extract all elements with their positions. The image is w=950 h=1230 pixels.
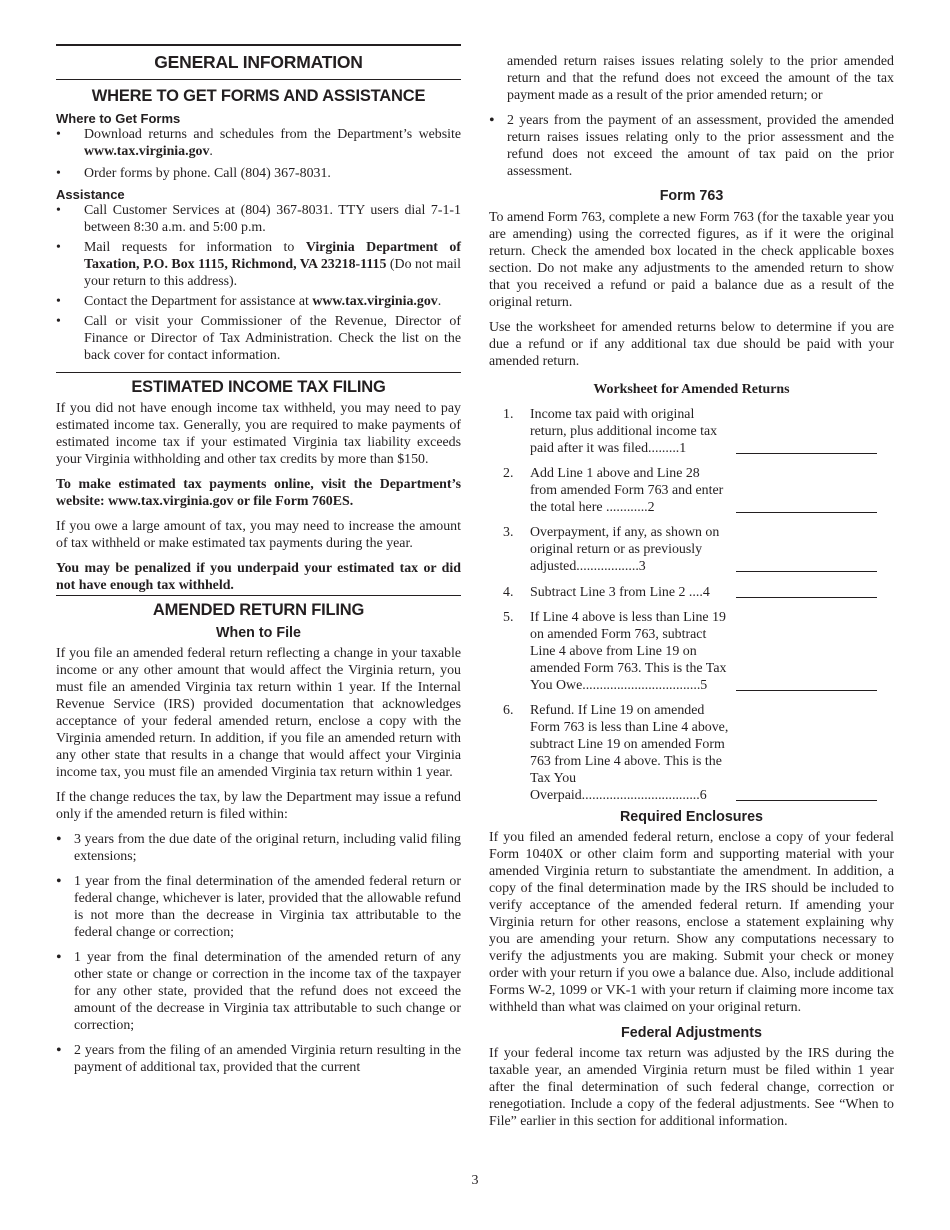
page-number: 3 [471,1173,479,1188]
list-item: • 3 years from the due date of the original return, including valid filing extensions; [56,831,461,864]
list-item: • Contact the Department for assistance at www.tax.virginia.gov. [56,294,442,309]
federal-adjustments-paragraph: If your federal income tax return was adjusted by the IRS during the taxable year, an amended Virginia return must be filed within 1 year after the final determination of such federal change, correction or renegotiation. Include a copy of the federal adjustments. See “When to File” earlier in this section for additional information. [489,1046,894,1129]
forms-assistance-heading: WHERE TO GET FORMS AND ASSISTANCE [91,87,426,105]
worksheet-line: 5. If Line 4 above is less than Line 19 on amended Form 763, subtract Line 4 above from Line 19 on amended Form 763. This is the Tax You Owe..................................5 [489,609,894,694]
where-to-get-forms-list [56,126,461,182]
list-item: • Mail requests for information to Virginia Department of Taxation, P.O. Box 1115, Richmond, VA 23218-1115 (Do not mail your return to this address). [56,240,461,289]
worksheet-title: Worksheet for Amended Returns [593,382,790,397]
when-to-file-heading: When to File [216,625,301,641]
worksheet-line: 3. Overpayment, if any, as shown on original return or as previously adjusted..................3 [489,524,894,575]
answer-blank[interactable] [736,689,877,691]
answer-blank[interactable] [736,511,877,513]
federal-adjustments-heading: Federal Adjustments [621,1025,762,1041]
refund-conditions-list-continued [489,112,894,180]
amended-return-heading: AMENDED RETURN FILING [152,601,365,619]
answer-blank[interactable] [736,596,877,598]
required-enclosures-heading: Required Enclosures [619,809,763,825]
worksheet-line: 2. Add Line 1 above and Line 28 from amended Form 763 and enter the total here ............2 [489,465,894,516]
refund-conditions-list [56,831,461,1076]
divider [56,595,461,596]
continued-paragraph: amended return raises issues relating solely to the prior amended return and that the refund does not exceed the amount of the tax payment made as a result of the prior amended return; or [507,54,894,103]
answer-blank[interactable] [736,570,877,572]
answer-blank[interactable] [736,452,877,454]
list-item: • 2 years from the payment of an assessment, provided the amended return raises issues relating only to the prior assessment and the refund does not exceed the amount of tax paid on the prior assessment. [489,112,894,179]
estimated-online-note: To make estimated tax payments online, visit the Department’s website: www.tax.virginia.gov or file Form 760ES. [56,477,461,509]
list-item: • 1 year from the final determination of the amended federal return or federal change, whichever is later, provided that the allowable refund is not more than the decrease in Virginia tax attributable to the federal change or correction; [56,873,461,940]
worksheet-line: 4. Subtract Line 3 from Line 2 ....4 [489,584,894,601]
estimated-tax-heading: ESTIMATED INCOME TAX FILING [131,378,386,396]
divider [56,372,461,373]
list-item: • Order forms by phone. Call (804) 367-8031. [56,166,331,181]
form-763-paragraph: To amend Form 763, complete a new Form 763 (for the taxable year you are amending) using the corrected figures, as if it were the original return. Check the amended box located in the check applicable boxes section. Do not make any adjustments to the amended return to show that you received a refund or paid a balance due as a result of the original return. [489,210,894,310]
estimated-paragraph: If you did not have enough income tax withheld, you may need to pay estimated income tax. Generally, you are required to make payments of estimated income tax if your estimated Virginia tax liability exceeds your Virginia withholding and other tax credits by more than $150. [56,401,461,467]
divider [56,79,461,80]
worksheet-line: 6. Refund. If Line 19 on amended Form 763 is less than Line 4 above, subtract Line 19 on amended Form 763 from Line 4 above. This is the Tax You Overpaid..................................6 [489,702,894,804]
assistance-heading: Assistance [56,187,125,202]
assistance-list [56,202,461,364]
when-to-file-paragraph: If the change reduces the tax, by law the Department may issue a refund only if the amended return is filed within: [56,790,461,822]
answer-blank[interactable] [736,799,877,801]
penalty-note: You may be penalized if you underpaid your estimated tax or did not have enough tax withheld. [56,561,461,593]
form-763-paragraph: Use the worksheet for amended returns below to determine if you are due a refund or if any additional tax due should be paid with your amended return. [489,320,894,369]
top-rule [56,44,461,46]
where-to-get-forms-heading: Where to Get Forms [56,111,181,126]
list-item: • Download returns and schedules from the Department’s website www.tax.virginia.gov. [56,127,461,159]
worksheet-line: 1. Income tax paid with original return, plus additional income tax paid after it was filed.........1 [489,406,894,457]
list-item: • 1 year from the final determination of the amended return of any other state or change or correction in the income tax of the taxpayer for any other state, provided that the refund does not exceed the amount of the decrease in Virginia tax attributable to such change or correction; [56,949,461,1033]
left-column [56,44,461,1076]
estimated-paragraph: If you owe a large amount of tax, you may need to increase the amount of tax withheld or make estimated tax payments during the year. [56,519,461,551]
right-column [489,53,894,1130]
list-item: • 2 years from the filing of an amended Virginia return resulting in the payment of additional tax, provided that the current [56,1042,461,1075]
enclosures-paragraph: If you filed an amended federal return, enclose a copy of your federal Form 1040X or other claim form and supporting material with your amended Virginia return to substantiate the amendment. In addition, a copy of the final determination made by the IRS should be included to verify acceptance of the amended federal return. If amending your Virginia return for other reasons, enclose a statement explaining why you are amending your return. Show any computations necessary to verify the adjustments you are making. Submit your check or money order with your return if you owe a balance due. Also, include additional Forms W-2, 1099 or VK-1 with your return if claiming more income tax withheld than what was claimed on your original return. [489,830,894,1015]
form-763-heading: Form 763 [659,188,724,204]
when-to-file-paragraph: If you file an amended federal return reflecting a change in your taxable income or any other amount that would affect the Virginia return, you must file an amended Virginia tax return within 1 year. If the Internal Revenue Service (IRS) provided documentation that acknowledges acceptance of your federal amended return, enclose a copy with the Virginia amended return. In addition, if you file an amended return with any other state that results in a change that would affect your Virginia income tax, you must file an amended Virginia tax return within 1 year. [56,646,461,780]
list-item: • Call or visit your Commissioner of the Revenue, Director of Finance or Director of Tax Administration. Check the list on the back cover for contact information. [56,314,461,363]
list-item: • Call Customer Services at (804) 367-8031. TTY users dial 7-1-1 between 8:30 a.m. and 5:00 p.m. [56,203,461,235]
general-information-title: GENERAL INFORMATION [154,52,363,72]
worksheet [489,406,894,804]
